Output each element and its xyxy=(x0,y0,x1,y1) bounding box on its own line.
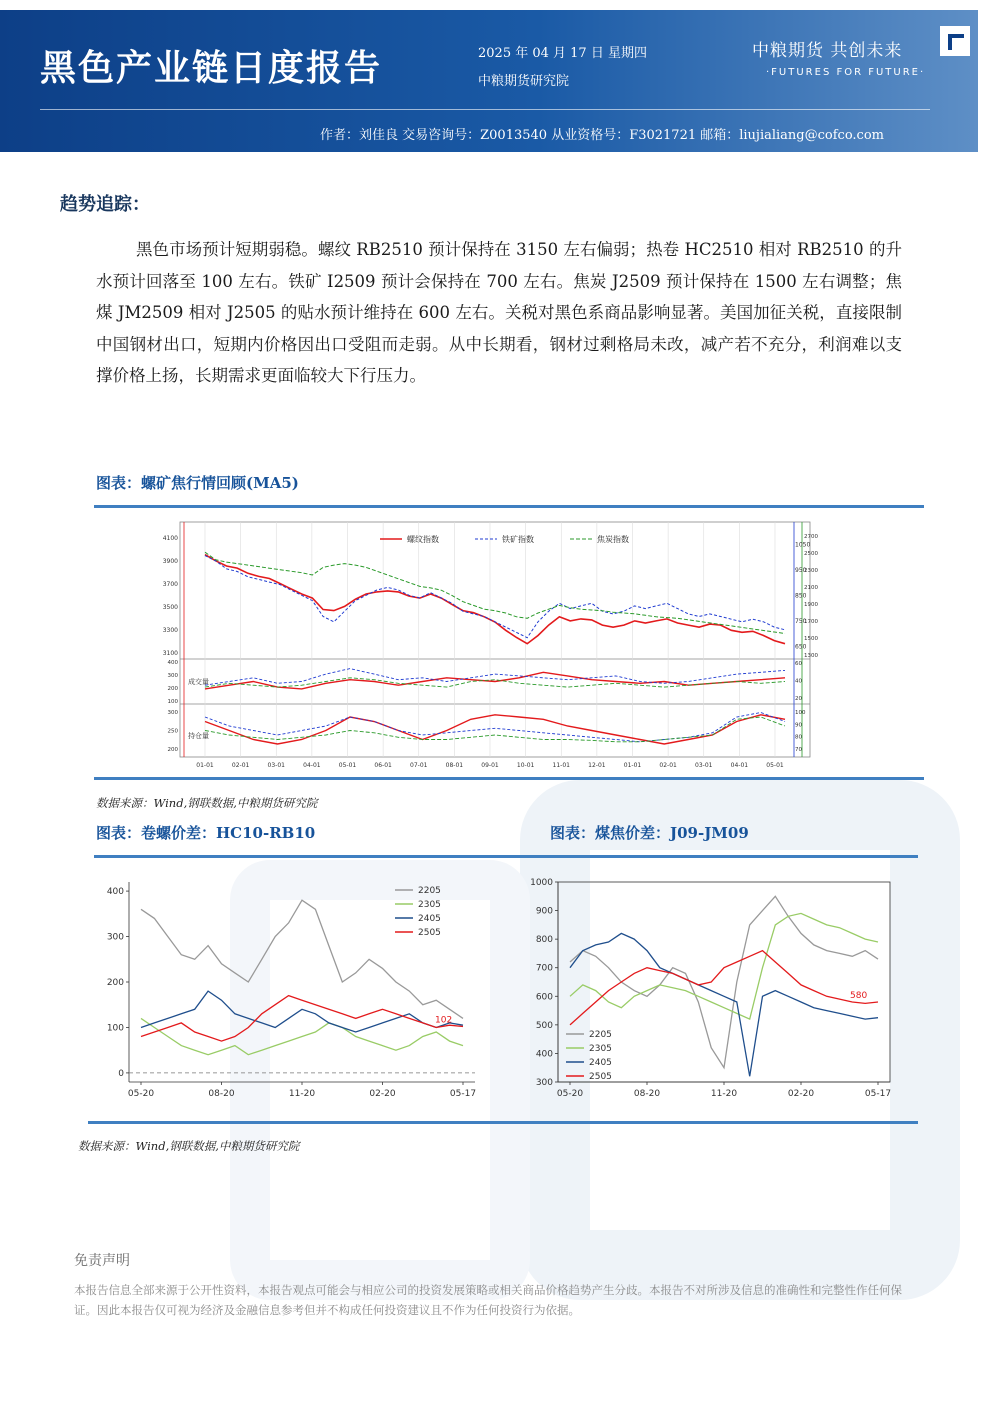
figure1-title: 图表：螺矿焦行情回顾(MA5) xyxy=(96,474,299,492)
chart1-x-tick: 01-01 xyxy=(196,762,214,769)
end-value-label: 580 xyxy=(850,991,868,1001)
disclaimer-title: 免责声明 xyxy=(74,1253,130,1269)
chart1-left-tick: 3900 xyxy=(162,557,178,565)
chart1-oi-label: 持仓量 xyxy=(188,732,209,740)
legend-label: 2305 xyxy=(589,1044,612,1054)
chart-market-review xyxy=(160,512,840,772)
report-title: 黑色产业链日度报告 xyxy=(40,47,383,89)
figure1-source: 数据来源：Wind,钢联数据,中粮期货研究院 xyxy=(96,796,318,810)
chart1-left-tick: 3300 xyxy=(162,627,178,635)
end-value-label: 102 xyxy=(435,1015,453,1026)
chart1-x-tick: 12-01 xyxy=(588,762,606,769)
report-header xyxy=(0,10,978,152)
chart1-right-tick: 1050 xyxy=(795,541,811,549)
x-tick-label: 05-20 xyxy=(127,1089,155,1099)
report-date: 2025 年 04 月 17 日 星期四 xyxy=(478,46,647,61)
chart1-right2-tick: 2500 xyxy=(804,551,818,558)
y-tick-label: 200 xyxy=(106,978,124,988)
brand-slogan-en: ·FUTURES FOR FUTURE· xyxy=(766,67,926,78)
y-tick-label: 700 xyxy=(535,963,553,974)
legend-label: 2205 xyxy=(418,886,441,896)
series-line xyxy=(570,913,878,1019)
chart1-right2-tick: 1700 xyxy=(804,618,818,625)
chart1-oi-right-tick: 80 xyxy=(795,734,802,741)
y-tick-label: 100 xyxy=(106,1023,124,1034)
chart1-volume-right-tick: 60 xyxy=(795,661,802,667)
chart1-right-tick: 650 xyxy=(795,643,807,651)
x-tick-label: 11-20 xyxy=(288,1089,316,1099)
chart1-right-tick: 850 xyxy=(795,592,807,600)
x-tick-label: 02-20 xyxy=(369,1089,396,1099)
y-tick-label: 600 xyxy=(535,992,553,1003)
y-tick-label: 400 xyxy=(106,887,124,898)
x-tick-label: 11-20 xyxy=(710,1089,738,1099)
chart1-left-tick: 3500 xyxy=(162,604,178,612)
chart1-x-tick: 02-01 xyxy=(231,762,250,769)
series-line xyxy=(141,1015,463,1054)
chart1-x-tick: 04-01 xyxy=(730,762,749,769)
chart1-x-tick: 06-01 xyxy=(374,762,392,769)
y-tick-label: 900 xyxy=(535,906,553,917)
chart1-oi-tick: 300 xyxy=(167,710,178,716)
chart1-right2-tick: 2100 xyxy=(804,585,818,592)
chart1-x-tick: 11-01 xyxy=(552,762,570,769)
chart1-right2-tick: 1900 xyxy=(804,601,818,608)
chart1-x-tick: 05-01 xyxy=(338,762,357,769)
figure2-source: 数据来源：Wind,钢联数据,中粮期货研究院 xyxy=(78,1139,300,1153)
figure2-bottom-rule xyxy=(88,1121,918,1124)
brand-logo-icon xyxy=(940,26,970,56)
chart1-x-tick: 05-01 xyxy=(766,762,784,769)
chart1-x-tick: 03-01 xyxy=(695,762,713,769)
chart1-volume-tick: 300 xyxy=(167,673,178,679)
chart1-oi-right-tick: 90 xyxy=(795,722,802,729)
chart1-legend-label: 螺纹指数 xyxy=(407,535,439,544)
legend-label: 2505 xyxy=(418,928,441,938)
series-line xyxy=(141,996,463,1042)
chart1-volume-label: 成交量 xyxy=(188,678,209,686)
legend-label: 2405 xyxy=(589,1058,612,1068)
chart1-x-tick: 03-01 xyxy=(267,762,285,769)
chart1-legend-label: 焦炭指数 xyxy=(597,535,629,544)
y-tick-label: 400 xyxy=(535,1049,553,1060)
chart1-right2-tick: 2700 xyxy=(804,534,818,541)
chart-j-jm-spread xyxy=(528,872,898,1104)
figure2-title: 图表：卷螺价差：HC10-RB10 xyxy=(96,824,316,842)
chart1-right-tick: 950 xyxy=(795,567,807,575)
y-tick-label: 0 xyxy=(118,1068,124,1079)
chart1-oi-tick: 250 xyxy=(167,728,178,735)
chart1-oi-right-tick: 70 xyxy=(795,747,802,753)
y-tick-label: 300 xyxy=(106,932,124,943)
x-tick-label: 08-20 xyxy=(208,1089,235,1099)
chart1-x-tick: 10-01 xyxy=(516,762,535,769)
chart1-volume-right-tick: 40 xyxy=(795,678,802,685)
legend-label: 2305 xyxy=(418,900,441,910)
figure3-title: 图表：煤焦价差：J09-JM09 xyxy=(550,824,749,842)
trend-paragraph: 黑色市场预计短期弱稳。螺纹 RB2510 预计保持在 3150 左右偏弱；热卷 HC2510 相对 RB2510 的升水预计回落至 100 左右。铁矿 I2509 预计会保持在 700 左右。焦炭 J2509 预计保持在 1500 左右调整；焦煤 JM2509 相对 J2505 的贴水预计维持在 600 左右。关税对黑色系商品影响显著。美国加征关税，直接限制中国钢材出口，短期内价格因出口受阻而走弱。从中长期看，钢材过剩格局未改，减产若不充分，利润难以支撑价格上扬，长期需求更面临较大下行压力。 xyxy=(96,240,902,385)
chart1-x-tick: 08-01 xyxy=(445,762,464,769)
chart1-x-tick: 02-01 xyxy=(659,762,677,769)
y-tick-label: 500 xyxy=(535,1020,553,1031)
x-tick-label: 02-20 xyxy=(787,1089,815,1099)
chart1-oi-tick: 200 xyxy=(167,747,178,753)
chart1-x-tick: 04-01 xyxy=(303,762,321,769)
y-tick-label: 1000 xyxy=(530,878,553,888)
chart1-left-tick: 3100 xyxy=(162,650,178,658)
x-tick-label: 08-20 xyxy=(633,1089,661,1099)
chart1-right2-tick: 1500 xyxy=(804,635,818,642)
report-org: 中粮期货研究院 xyxy=(478,74,570,89)
series-line xyxy=(570,951,878,1025)
y-tick-label: 300 xyxy=(535,1078,553,1088)
chart1-volume-tick: 100 xyxy=(167,699,178,705)
chart1-x-tick: 09-01 xyxy=(481,762,499,769)
x-tick-label: 05-17 xyxy=(864,1089,892,1099)
header-divider xyxy=(40,109,930,110)
chart1-right2-tick: 1300 xyxy=(804,652,818,659)
figure2-rule xyxy=(94,855,918,858)
series-line xyxy=(570,896,878,1067)
chart1-x-tick: 07-01 xyxy=(410,762,428,769)
legend-label: 2205 xyxy=(589,1030,612,1040)
chart1-x-tick: 01-01 xyxy=(623,762,642,769)
y-tick-label: 800 xyxy=(535,935,553,946)
author-line: 作者：刘佳良 交易咨询号：Z0013540 从业资格号：F3021721 邮箱：liujialiang@cofco.com xyxy=(320,128,884,143)
brand-slogan: 中粮期货 共创未来 xyxy=(752,41,903,61)
chart1-volume-right-tick: 20 xyxy=(795,696,802,702)
legend-label: 2405 xyxy=(418,914,441,924)
chart1-right-tick: 750 xyxy=(795,617,807,625)
chart-hc-rb-spread xyxy=(95,872,485,1104)
x-tick-label: 05-20 xyxy=(556,1089,584,1099)
chart1-left-tick: 4100 xyxy=(162,534,178,542)
chart1-frame xyxy=(180,522,810,757)
chart1-volume-tick: 400 xyxy=(167,660,178,666)
chart1-legend-label: 铁矿指数 xyxy=(502,535,534,544)
chart1-oi-right-tick: 100 xyxy=(795,710,806,716)
figure1-rule xyxy=(94,505,924,508)
disclaimer-text: 本报告信息全部来源于公开性资料，本报告观点可能会与相应公司的投资发展策略或相关商品价格趋势产生分歧。本报告不对所涉及信息的准确性和完整性作任何保证。因此本报告仅可视为经济及金融信息参考但并不构成任何投资建议且不作为任何投资行为依据。 xyxy=(74,1283,902,1317)
figure1-bottom-rule xyxy=(94,777,924,780)
x-tick-label: 05-17 xyxy=(449,1089,477,1099)
legend-label: 2505 xyxy=(589,1072,612,1082)
chart1-left-tick: 3700 xyxy=(162,580,178,588)
chart1-right2-tick: 2300 xyxy=(804,568,818,575)
chart1-volume-tick: 200 xyxy=(167,686,178,692)
section-title: 趋势追踪： xyxy=(60,194,150,215)
